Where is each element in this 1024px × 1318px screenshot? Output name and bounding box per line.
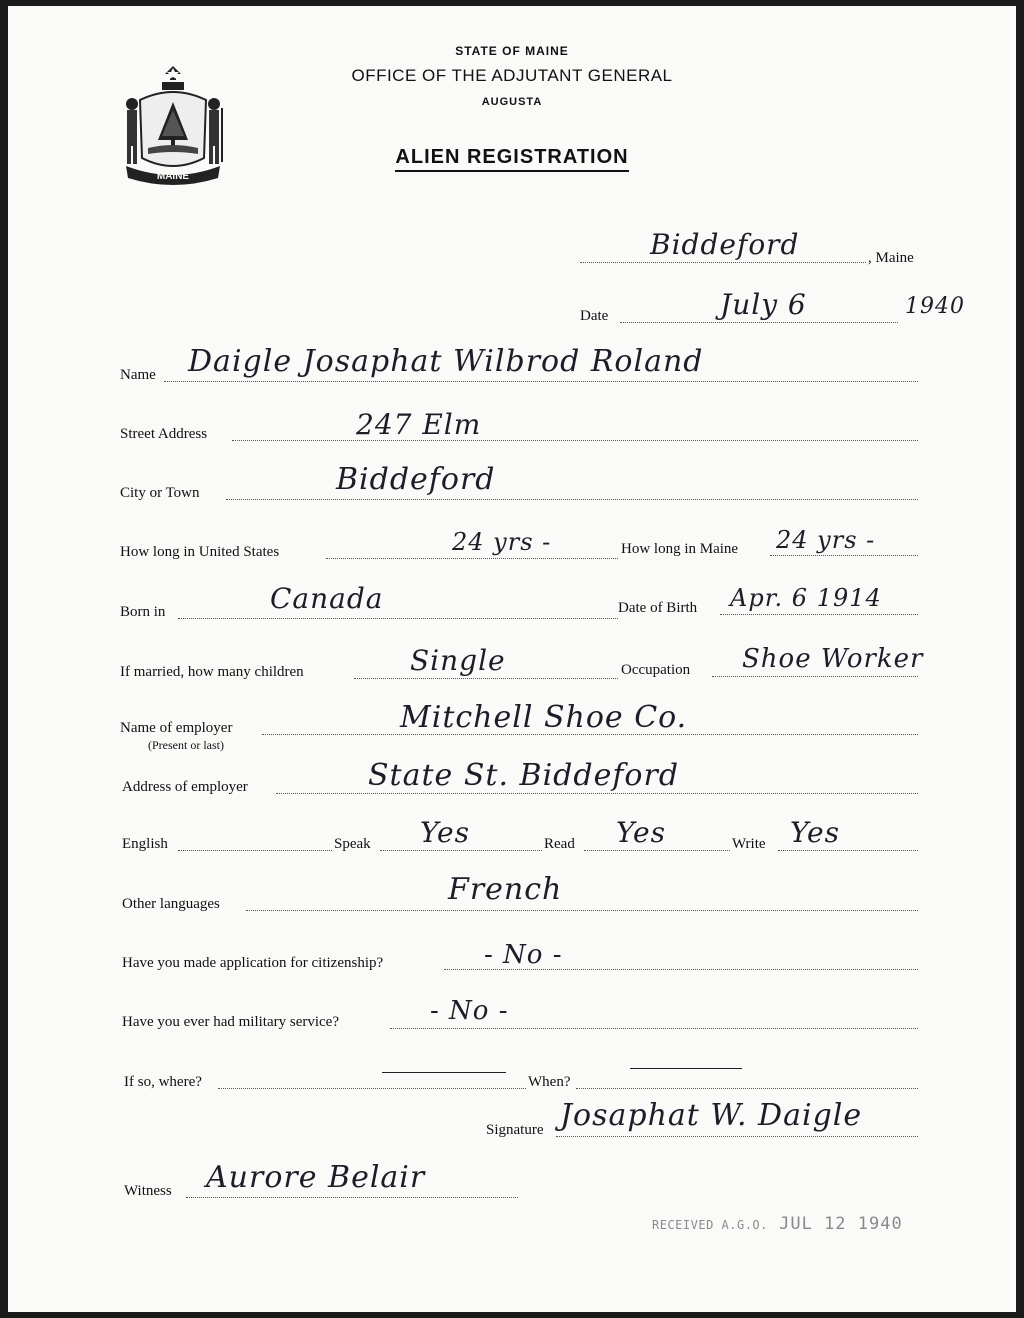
stamp-date: JUL 12 1940	[779, 1214, 903, 1234]
employer-value: Mitchell Shoe Co.	[400, 700, 688, 735]
occupation-line	[712, 676, 918, 677]
other-languages-line	[246, 910, 918, 911]
read-label: Read	[544, 836, 575, 852]
occupation-label: Occupation	[621, 662, 691, 678]
write-line	[778, 850, 918, 851]
english-line	[178, 850, 332, 851]
citizenship-value: - No -	[484, 940, 563, 970]
other-languages-label: Other languages	[122, 896, 220, 912]
other-languages-value: French	[448, 872, 563, 907]
seal-banner-text: MAINE	[156, 171, 190, 182]
when-line	[576, 1088, 918, 1089]
signature-value: Josaphat W. Daigle	[560, 1098, 863, 1133]
speak-value: Yes	[420, 816, 470, 849]
header-office: OFFICE OF THE ADJUTANT GENERAL	[351, 66, 673, 85]
when-dash	[630, 1068, 742, 1069]
city-value: Biddeford	[336, 462, 496, 497]
name-label: Name	[120, 367, 156, 383]
date-year-value: 1940	[905, 294, 965, 319]
witness-label: Witness	[124, 1183, 172, 1199]
read-value: Yes	[616, 816, 666, 849]
street-value: 247 Elm	[356, 408, 482, 441]
when-label: When?	[528, 1074, 571, 1090]
how-long-us-value: 24 yrs -	[452, 528, 552, 556]
street-line	[232, 440, 918, 441]
write-value: Yes	[790, 816, 840, 849]
date-line	[620, 322, 898, 323]
date-label: Date	[580, 308, 609, 324]
employer-address-label: Address of employer	[122, 779, 248, 795]
how-long-us-line	[326, 558, 618, 559]
speak-label: Speak	[334, 836, 371, 852]
english-label: English	[122, 836, 168, 852]
where-label: If so, where?	[124, 1074, 202, 1090]
city-line	[226, 499, 918, 500]
town-line	[580, 262, 866, 263]
married-label: If married, how many children	[120, 664, 304, 680]
how-long-maine-value: 24 yrs -	[776, 526, 876, 554]
employer-address-value: State St. Biddeford	[368, 758, 680, 793]
date-value: July 6	[720, 288, 807, 321]
witness-line	[186, 1197, 518, 1198]
witness-value: Aurore Belair	[206, 1160, 426, 1195]
stamp-prefix: RECEIVED A.G.O.	[652, 1218, 768, 1232]
street-label: Street Address	[120, 426, 208, 442]
how-long-maine-line	[770, 555, 918, 556]
how-long-maine-label: How long in Maine	[621, 541, 739, 557]
signature-label: Signature	[486, 1122, 544, 1138]
where-dash	[382, 1072, 506, 1073]
header-state: STATE OF MAINE	[455, 44, 569, 58]
born-in-line	[178, 618, 618, 619]
town-value: Biddeford	[650, 228, 800, 261]
employer-label: Name of employer	[120, 720, 233, 736]
military-value: - No -	[430, 996, 509, 1026]
where-line	[218, 1088, 526, 1089]
occupation-value: Shoe Worker	[742, 644, 924, 674]
read-line	[584, 850, 730, 851]
married-value: Single	[410, 644, 506, 677]
married-line	[354, 678, 618, 679]
employer-address-line	[276, 793, 918, 794]
name-line	[164, 381, 918, 382]
speak-line	[380, 850, 542, 851]
military-label: Have you ever had military service?	[122, 1014, 339, 1030]
write-label: Write	[732, 836, 766, 852]
maine-label: , Maine	[868, 250, 914, 266]
signature-line	[556, 1136, 918, 1137]
dob-line	[720, 614, 918, 615]
born-in-value: Canada	[270, 582, 384, 615]
employer-note: (Present or last)	[148, 738, 224, 752]
city-label: City or Town	[120, 485, 200, 501]
received-stamp	[652, 1214, 903, 1234]
header-city: AUGUSTA	[481, 96, 543, 108]
dob-label: Date of Birth	[618, 600, 698, 616]
how-long-us-label: How long in United States	[120, 544, 280, 560]
dob-value: Apr. 6 1914	[730, 584, 882, 612]
born-in-label: Born in	[120, 604, 166, 620]
form-title: ALIEN REGISTRATION	[0, 146, 1024, 169]
citizenship-label: Have you made application for citizenship?	[122, 955, 384, 971]
military-line	[390, 1028, 918, 1029]
name-value: Daigle Josaphat Wilbrod Roland	[188, 344, 704, 379]
